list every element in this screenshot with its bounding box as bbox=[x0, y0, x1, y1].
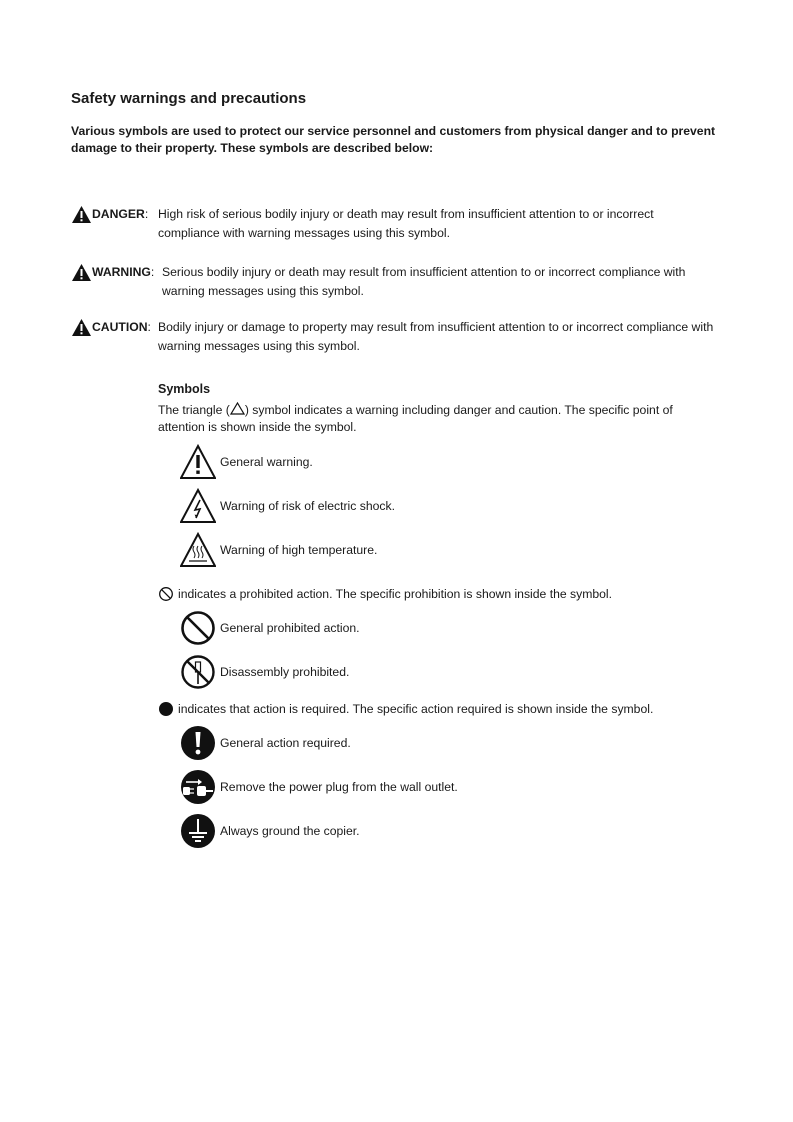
symbol-row-remove-power-plug bbox=[180, 769, 458, 805]
general-warning-icon bbox=[180, 444, 216, 480]
intro-paragraph: Various symbols are used to protect our service personnel and customers from physical danger and to prevent damage to their property. These symbols are described below: bbox=[71, 124, 716, 155]
triangle-desc-after: ) symbol indicates a warning including danger and caution. The specific point of attention is shown inside the symbol. bbox=[158, 403, 673, 434]
general-prohibited-icon bbox=[180, 610, 216, 646]
electric-shock-warning-icon bbox=[180, 488, 216, 524]
prohibited-lead bbox=[158, 586, 612, 602]
danger-separator: : bbox=[144, 207, 149, 221]
high-temperature-warning-icon bbox=[180, 532, 216, 568]
triangle-description bbox=[158, 402, 718, 436]
symbol-row-general-prohibited bbox=[180, 610, 360, 646]
symbol-label: Remove the power plug from the wall outlet. bbox=[220, 780, 458, 794]
remove-power-plug-icon bbox=[180, 769, 216, 805]
symbol-row-general-action-required bbox=[180, 725, 351, 761]
warning-definition bbox=[71, 263, 731, 303]
required-lead-text: indicates that action is required. The specific action required is shown inside the symbol. bbox=[178, 702, 654, 716]
warning-triangle-filled-icon bbox=[71, 318, 92, 337]
required-mini-icon bbox=[158, 701, 174, 717]
general-action-required-icon bbox=[180, 725, 216, 761]
symbol-label: General action required. bbox=[220, 736, 351, 750]
symbol-row-high-temperature bbox=[180, 532, 377, 568]
caution-separator: : bbox=[147, 320, 151, 334]
warning-text: Serious bodily injury or death may result from insufficient attention to or incorrect compliance with warning messages using this symbol. bbox=[162, 265, 686, 298]
disassembly-prohibited-icon bbox=[180, 654, 216, 690]
caution-text: Bodily injury or damage to property may result from insufficient attention to or incorrect compliance with warning messages using this symbol. bbox=[158, 320, 714, 353]
symbol-label: Warning of high temperature. bbox=[220, 543, 378, 557]
warning-label: WARNING bbox=[92, 265, 151, 279]
triangle-desc-before: The triangle ( bbox=[158, 403, 230, 417]
symbol-label: Warning of risk of electric shock. bbox=[220, 499, 395, 513]
prohibited-lead-text: indicates a prohibited action. The specific prohibition is shown inside the symbol. bbox=[178, 587, 613, 601]
caution-label: CAUTION bbox=[92, 320, 148, 334]
symbol-label: General warning. bbox=[220, 455, 313, 469]
symbol-row-disassembly-prohibited bbox=[180, 654, 349, 690]
danger-text: High risk of serious bodily injury or death may result from insufficient attention to or incorrect compliance with warning messages using this symbol. bbox=[158, 207, 654, 240]
symbol-label: General prohibited action. bbox=[220, 621, 360, 635]
symbol-row-general-warning bbox=[180, 444, 313, 480]
outline-triangle-icon bbox=[230, 402, 245, 415]
required-lead bbox=[158, 701, 653, 717]
page-title: Safety warnings and precautions bbox=[71, 90, 307, 107]
prohibited-mini-icon bbox=[158, 586, 174, 602]
symbol-label: Always ground the copier. bbox=[220, 824, 360, 838]
caution-definition bbox=[71, 318, 731, 358]
danger-definition bbox=[71, 205, 731, 245]
ground-icon bbox=[180, 813, 216, 849]
warning-triangle-filled-icon bbox=[71, 263, 92, 282]
symbol-row-electric-shock bbox=[180, 488, 395, 524]
warning-triangle-filled-icon bbox=[71, 205, 92, 224]
warning-separator: : bbox=[150, 265, 155, 279]
symbol-label: Disassembly prohibited. bbox=[220, 665, 350, 679]
symbols-heading: Symbols bbox=[158, 382, 211, 396]
danger-label: DANGER bbox=[92, 207, 145, 221]
symbol-row-ground bbox=[180, 813, 360, 849]
